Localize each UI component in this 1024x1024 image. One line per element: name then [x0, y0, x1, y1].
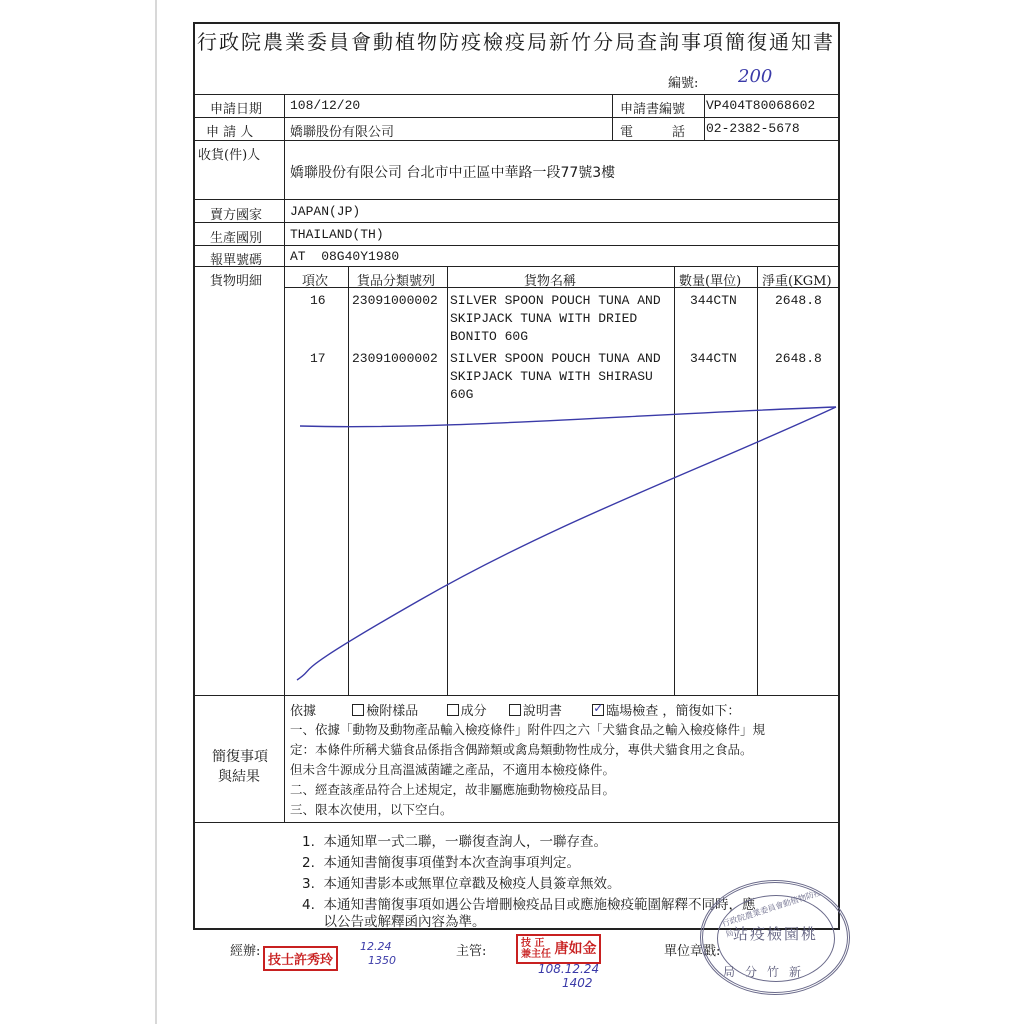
document-title: 行政院農業委員會動植物防疫檢疫局新竹分局查詢事項簡復通知書	[197, 30, 835, 54]
seller-country-label: 賣方國家	[210, 208, 263, 223]
rule	[193, 222, 840, 223]
applicant-label: 申 請 人	[206, 125, 254, 140]
note-line: 以公告或解釋函內容為準。	[302, 914, 486, 930]
goods-header-name: 貨物名稱	[524, 274, 577, 289]
apply-no-label: 申請書編號	[620, 102, 686, 117]
checkbox-sample: 檢附樣品	[352, 704, 418, 719]
origin-country-value: THAILAND(TH)	[290, 227, 384, 242]
rule	[193, 266, 840, 267]
origin-country-label: 生產國別	[210, 231, 263, 246]
rule	[193, 695, 840, 696]
note-line: 2. 本通知書簡復事項僅對本次查詢事項判定。	[302, 855, 580, 871]
result-line: 但未含牛源成分且高溫滅菌罐之產品，不適用本檢疫條件。	[290, 762, 616, 777]
rule	[612, 94, 613, 140]
seal-sub-text: 局分竹新	[723, 965, 812, 979]
result-line: 定：本條件所稱犬貓食品係指含偶蹄類或禽鳥類動物性成分，專供犬貓食用之食品。	[290, 742, 753, 757]
rule	[757, 266, 758, 695]
result-line: 二、經查該產品符合上述規定，故非屬應施動物檢疫品目。	[290, 782, 616, 797]
declaration-no-label: 報單號碼	[210, 253, 263, 268]
seal-arc-text: 行政院農業委員會動植物防疫檢疫局	[720, 882, 838, 939]
goods-row-name-line: 60G	[450, 387, 474, 402]
goods-label: 貨物明細	[210, 274, 263, 289]
goods-row-name-line: SKIPJACK TUNA WITH DRIED	[450, 311, 638, 326]
note-line: 4. 本通知書簡復事項如遇公告增刪檢疫品目或應施檢疫範圍解釋不同時，應	[302, 897, 756, 913]
rule	[348, 266, 349, 695]
rule	[193, 199, 840, 200]
checkbox-onsite: ✓ 臨場檢查	[593, 701, 659, 719]
declaration-no-value: AT 08G40Y1980	[290, 249, 400, 264]
goods-row-code: 23091000002	[352, 351, 438, 366]
apply-date-value: 108/12/20	[290, 98, 361, 113]
result-label-line2: 與結果	[218, 769, 260, 785]
goods-row-weight: 2648.8	[775, 293, 822, 308]
goods-row-code: 23091000002	[352, 293, 438, 308]
consignee-label: 收貨(件)人	[198, 148, 261, 163]
rule	[193, 117, 840, 118]
goods-row-name-line: SILVER SPOON POUCH TUNA AND	[450, 293, 661, 308]
scan-edge	[155, 0, 157, 1024]
result-line: 三、限本次使用，以下空白。	[290, 802, 453, 817]
goods-header-item: 項次	[302, 274, 329, 289]
rule	[674, 266, 675, 695]
seal-main-text: 站疫檢園桃	[733, 925, 819, 943]
serial-label: 編號:	[668, 76, 699, 91]
goods-header-code: 貨品分類號列	[357, 274, 436, 289]
seller-country-value: JAPAN(JP)	[290, 204, 361, 219]
apply-date-label: 申請日期	[210, 102, 263, 117]
basis-row	[290, 700, 740, 719]
goods-row-name-line: SKIPJACK TUNA WITH SHIRASU	[450, 369, 653, 384]
rule	[193, 140, 840, 141]
rule	[193, 245, 840, 246]
phone-label: 電 話	[620, 125, 686, 140]
goods-header-qty: 數量(單位)	[679, 274, 742, 289]
rule	[284, 94, 285, 822]
goods-row-name-line: SILVER SPOON POUCH TUNA AND	[450, 351, 661, 366]
note-line: 1. 本通知單一式二聯，一聯復查詢人，一聯存查。	[302, 834, 607, 850]
rule	[193, 94, 840, 95]
rule	[447, 266, 448, 695]
goods-row-qty: 344CTN	[690, 293, 737, 308]
handler-note: 12.24	[360, 940, 392, 953]
unit-seal-stamp	[700, 880, 850, 995]
handler-note: 1350	[368, 954, 396, 967]
goods-row-name-line: BONITO 60G	[450, 329, 529, 344]
applicant-value: 嬌聯股份有限公司	[290, 125, 395, 140]
supervisor-note: 1402	[562, 976, 593, 990]
checkbox-manual: 說明書	[509, 704, 562, 719]
goods-row-weight: 2648.8	[775, 351, 822, 366]
apply-no-value: VP404T80068602	[706, 98, 816, 113]
supervisor-stamp: 技 正 兼主任 唐如金	[516, 934, 601, 964]
result-label-line1: 簡復事項	[212, 749, 268, 765]
result-line: 一、依據「動物及動物產品輸入檢疫條件」附件四之六「犬貓食品之輸入檢疫條件」規	[290, 722, 766, 737]
goods-row-qty: 344CTN	[690, 351, 737, 366]
supervisor-note: 108.12.24	[538, 962, 600, 976]
note-line: 3. 本通知書影本或無單位章戳及檢疫人員簽章無效。	[302, 876, 621, 892]
basis-label: 依據	[290, 704, 317, 719]
consignee-value: 嬌聯股份有限公司 台北市中正區中華路一段77號3樓	[290, 165, 616, 181]
rule	[193, 822, 840, 823]
goods-row-item: 16	[310, 293, 326, 308]
checkbox-ingredient: 成分	[447, 704, 487, 719]
serial-value: 200	[738, 66, 773, 87]
handler-label: 經辦:	[230, 944, 261, 959]
goods-row-item: 17	[310, 351, 326, 366]
goods-header-weight: 淨重(KGM)	[762, 274, 832, 289]
phone-value: 02-2382-5678	[706, 121, 800, 136]
rule	[704, 94, 705, 140]
basis-suffix: ，簡復如下：	[662, 704, 741, 719]
unit-seal-label: 單位章戳:	[664, 944, 721, 959]
supervisor-label: 主管:	[456, 944, 487, 959]
handler-stamp: 技士許秀玲	[263, 946, 338, 971]
